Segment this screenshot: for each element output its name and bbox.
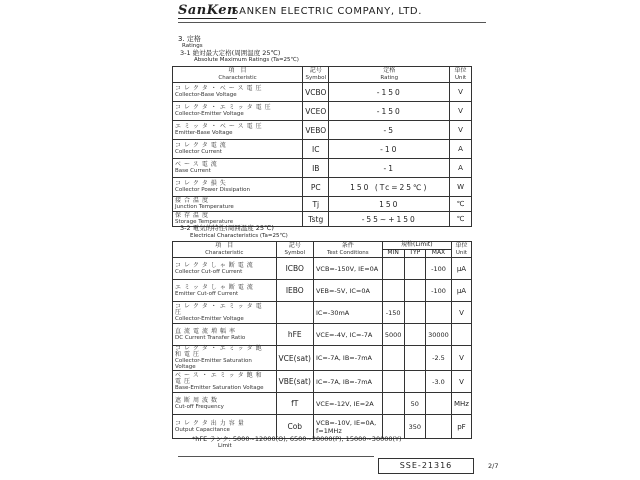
elec-symbol — [276, 302, 313, 324]
elec-symbol: ICBO — [276, 258, 313, 280]
rating-symbol: IB — [303, 159, 329, 178]
ratings-rating-header-en: Rating — [380, 74, 399, 81]
elec-typ — [404, 280, 425, 302]
ratings-row — [173, 178, 472, 197]
rating-symbol: VCEO — [303, 102, 329, 121]
rating-name-en: Collector-Emitter Voltage — [175, 111, 244, 117]
electrical-row — [173, 280, 472, 302]
ratings-header-row — [173, 67, 472, 83]
ratings-row — [173, 121, 472, 140]
elec-sym-header-jp: 記号 — [288, 242, 301, 250]
elec-condition: VCB=-10V, IE=0A, f=1MHz — [313, 415, 382, 439]
elec-unit: V — [451, 302, 471, 324]
elec-max: -100 — [426, 258, 452, 280]
rating-value: 150 (Tc=25℃) — [329, 178, 450, 197]
ratings-row — [173, 83, 472, 102]
rating-value: -1 — [329, 159, 450, 178]
elec-unit: MHz — [451, 393, 471, 415]
elec-max: -2.5 — [426, 346, 452, 371]
elec-name-jp: ベース・エミッタ飽和電圧 — [175, 371, 265, 385]
ratings-item-header-en: Characteristic — [218, 74, 257, 81]
elec-name-jp: コレクタしゃ断電流 — [175, 261, 256, 269]
elec-max: 30000 — [426, 324, 452, 346]
elec-min — [382, 393, 404, 415]
elec-name-en: Output Capacitance — [175, 426, 230, 433]
elec-name-en: Collector Cut-off Current — [175, 268, 243, 275]
rating-name-jp: エミッタ・ベース電圧 — [175, 123, 265, 130]
ratings-unit-header-jp: 単位 — [454, 67, 467, 75]
elec-std-header: 規格(Limit) — [382, 242, 451, 250]
rating-name-en: Collector-Base Voltage — [175, 92, 237, 98]
elec-min: -150 — [382, 302, 404, 324]
rating-value: -10 — [329, 140, 450, 159]
elec-symbol: VCE(sat) — [276, 346, 313, 371]
subsection-2-en: Electrical Characteristics (Ta=25℃) — [190, 233, 288, 239]
elec-unit: μA — [451, 280, 471, 302]
header-rule — [178, 22, 486, 23]
electrical-row — [173, 258, 472, 280]
rating-symbol: Tj — [303, 197, 329, 212]
ratings-rating-header-jp: 定格 — [383, 67, 396, 75]
elec-condition: IC=-7A, IB=-7mA — [313, 371, 382, 393]
rating-symbol: VCBO — [303, 83, 329, 102]
elec-condition: VEB=-5V, IC=0A — [313, 280, 382, 302]
hfe-rank-note-sub: Limit — [218, 443, 232, 449]
page-number: 2/7 — [488, 462, 499, 470]
electrical-row — [173, 346, 472, 371]
elec-cond-header-en: Test Conditions — [326, 249, 369, 256]
elec-name-en: Collector-Emitter Saturation Voltage — [175, 358, 252, 370]
ratings-sym-header-jp: 記号 — [309, 67, 322, 75]
rating-name-en: Emitter-Base Voltage — [175, 130, 233, 136]
elec-typ: 50 — [404, 393, 425, 415]
company-logo: SanKen — [178, 3, 237, 18]
elec-unit: μA — [451, 258, 471, 280]
rating-name-en: Collector Current — [175, 149, 222, 155]
electrical-header-row — [173, 242, 472, 250]
rating-name-jp: ベース電流 — [175, 161, 220, 168]
rating-symbol: PC — [303, 178, 329, 197]
elec-max — [426, 415, 452, 439]
electrical-row — [173, 302, 472, 324]
elec-name-en: Cut-off Frequency — [175, 403, 224, 410]
elec-cond-header-jp: 条件 — [341, 242, 354, 250]
elec-sym-header-en: Symbol — [284, 249, 305, 256]
elec-min — [382, 258, 404, 280]
elec-name-en: Base-Emitter Saturation Voltage — [175, 384, 264, 391]
elec-unit: V — [451, 371, 471, 393]
elec-item-header-jp: 項 目 — [215, 242, 234, 250]
hfe-rank-note-text: *hFE ランク: 5000~12000(O), 6500~20000(P), 15000~30000(Y) — [192, 435, 402, 443]
ratings-sym-header-en: Symbol — [305, 74, 327, 81]
elec-unit: pF — [451, 415, 471, 439]
document-number: SSE-21316 — [378, 458, 474, 474]
elec-max-header: MAX — [426, 250, 452, 258]
rating-unit: W — [450, 178, 472, 197]
elec-item-header-en: Characteristic — [205, 249, 244, 256]
elec-max: -3.0 — [426, 371, 452, 393]
rating-value: -55~+150 — [329, 212, 450, 227]
elec-name-en: DC Current Transfer Ratio — [175, 334, 246, 341]
rating-symbol: IC — [303, 140, 329, 159]
rating-unit: A — [450, 159, 472, 178]
elec-min-header: MIN — [382, 250, 404, 258]
elec-symbol: hFE — [276, 324, 313, 346]
rating-name-jp: コレクタ電流 — [175, 142, 229, 149]
elec-name-en: Emitter Cut-off Current — [175, 290, 239, 297]
elec-name-jp: エミッタしゃ断電流 — [175, 283, 256, 291]
elec-typ — [404, 302, 425, 324]
electrical-row — [173, 324, 472, 346]
rating-symbol: Tstg — [303, 212, 329, 227]
elec-unit — [451, 324, 471, 346]
elec-condition: IC=-7A, IB=-7mA — [313, 346, 382, 371]
elec-symbol: fT — [276, 393, 313, 415]
rating-value: 150 — [329, 197, 450, 212]
elec-condition: VCE=-4V, IC=-7A — [313, 324, 382, 346]
subsection-1-en: Absolute Maximum Ratings (Ta=25℃) — [194, 57, 299, 63]
hfe-rank-note — [192, 436, 402, 449]
elec-typ: 350 — [404, 415, 425, 439]
elec-unit-header-en: Unit — [455, 249, 468, 256]
rating-name-en: Storage Temperature — [175, 219, 234, 225]
elec-name-jp: コレクタ・エミッタ電圧 — [175, 302, 265, 316]
rating-name-jp: コレクタ損失 — [175, 180, 229, 187]
elec-name-jp: コレクタ出力容量 — [175, 419, 247, 427]
rating-value: -150 — [329, 83, 450, 102]
elec-symbol: Cob — [276, 415, 313, 439]
elec-typ — [404, 346, 425, 371]
elec-unit: V — [451, 346, 471, 371]
elec-symbol: IEBO — [276, 280, 313, 302]
elec-min — [382, 280, 404, 302]
elec-condition: VCE=-12V, IE=2A — [313, 393, 382, 415]
elec-max: -100 — [426, 280, 452, 302]
elec-symbol: VBE(sat) — [276, 371, 313, 393]
elec-min — [382, 346, 404, 371]
ratings-table — [172, 66, 472, 227]
rating-name-en: Junction Temperature — [175, 204, 234, 210]
rating-unit: ℃ — [450, 212, 472, 227]
subsection-2-jp: 3-2 電気的特性(周囲温度 25℃) — [180, 224, 274, 232]
elec-name-jp: 遮断周波数 — [175, 396, 221, 404]
rating-name-jp: 接合温度 — [175, 197, 212, 204]
rating-symbol: VEBO — [303, 121, 329, 140]
elec-min: 5000 — [382, 324, 404, 346]
rating-unit: V — [450, 121, 472, 140]
elec-typ — [404, 371, 425, 393]
ratings-item-header-jp: 項 目 — [228, 67, 247, 75]
rating-value: -150 — [329, 102, 450, 121]
subsection-1-jp: 3-1 絶対最大定格(周囲温度 25℃) — [180, 49, 281, 57]
ratings-row — [173, 102, 472, 121]
rating-value: -5 — [329, 121, 450, 140]
elec-name-en: Collector-Emitter Voltage — [175, 315, 244, 322]
elec-condition: IC=-30mA — [313, 302, 382, 324]
rating-unit: A — [450, 140, 472, 159]
electrical-table — [172, 241, 472, 439]
elec-typ — [404, 324, 425, 346]
elec-unit-header-jp: 単位 — [455, 242, 468, 250]
electrical-row — [173, 393, 472, 415]
rating-name-jp: 保存温度 — [175, 212, 212, 219]
elec-max — [426, 302, 452, 324]
rating-unit: ℃ — [450, 197, 472, 212]
elec-condition: VCB=-150V, IE=0A — [313, 258, 382, 280]
section-en: Ratings — [182, 43, 203, 49]
rating-name-jp: コレクタ・エミッタ電圧 — [175, 104, 274, 111]
rating-name-jp: コレクタ・ベース電圧 — [175, 85, 265, 92]
electrical-row — [173, 371, 472, 393]
footer-rule — [178, 456, 374, 457]
rating-unit: V — [450, 83, 472, 102]
ratings-row — [173, 140, 472, 159]
elec-name-jp: コレクタ・エミッタ飽和電圧 — [175, 345, 265, 358]
ratings-row — [173, 197, 472, 212]
rating-name-en: Collector Power Dissipation — [175, 187, 250, 193]
ratings-unit-header-en: Unit — [454, 74, 467, 81]
section-number: 3. 定格 — [178, 35, 201, 43]
elec-typ — [404, 258, 425, 280]
rating-name-en: Base Current — [175, 168, 211, 174]
elec-max — [426, 393, 452, 415]
elec-min — [382, 371, 404, 393]
company-name: SANKEN ELECTRIC COMPANY, LTD. — [232, 6, 422, 17]
elec-name-jp: 直流電流増幅率 — [175, 327, 239, 335]
rating-unit: V — [450, 102, 472, 121]
elec-typ-header: TYP — [404, 250, 425, 258]
ratings-row — [173, 159, 472, 178]
